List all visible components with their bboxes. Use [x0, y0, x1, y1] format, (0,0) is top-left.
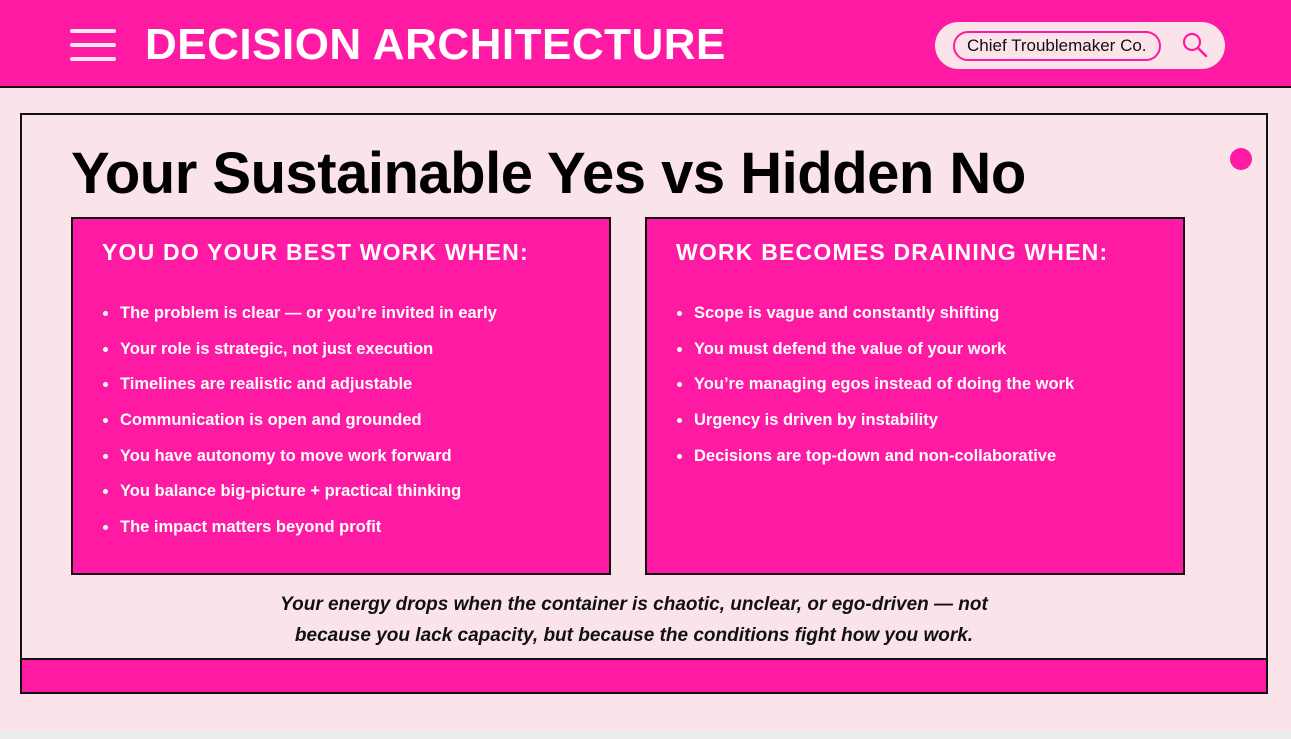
bottom-edge [0, 730, 1291, 739]
best-work-card [71, 217, 611, 575]
list-item: Scope is vague and constantly shifting [676, 303, 1074, 339]
card-heading: YOU DO YOUR BEST WORK WHEN: [102, 239, 529, 265]
list-item: You have autonomy to move work forward [102, 446, 497, 482]
footnote-line: because you lack capacity, but because the conditions fight how you work. [294, 625, 974, 646]
content-panel [20, 113, 1268, 694]
search-icon[interactable] [1181, 31, 1209, 59]
app-title: DECISION ARCHITECTURE [145, 20, 726, 69]
list-item: You must defend the value of your work [676, 339, 1074, 375]
footer-strip [22, 658, 1266, 692]
card-heading: WORK BECOMES DRAINING WHEN: [676, 239, 1109, 265]
list-item: You balance big-picture + practical thinking [102, 481, 497, 517]
list-item: The impact matters beyond profit [102, 517, 497, 553]
top-bar [0, 0, 1291, 88]
footnote [22, 589, 1246, 651]
list-item: Timelines are realistic and adjustable [102, 374, 497, 410]
draining-card [645, 217, 1185, 575]
draining-list [676, 303, 1074, 481]
list-item: Decisions are top-down and non-collaborative [676, 446, 1074, 482]
hamburger-menu-icon[interactable] [70, 27, 118, 63]
footnote-line: Your energy drops when the container is chaotic, unclear, or ego-driven — not [280, 594, 988, 615]
list-item: The problem is clear — or you’re invited in early [102, 303, 497, 339]
list-item: Communication is open and grounded [102, 410, 497, 446]
search-chip[interactable]: Chief Troublemaker Co. [953, 31, 1161, 61]
list-item: Your role is strategic, not just execution [102, 339, 497, 375]
list-item: You’re managing egos instead of doing the work [676, 374, 1074, 410]
page-title: Your Sustainable Yes vs Hidden No [71, 141, 1026, 206]
list-item: Urgency is driven by instability [676, 410, 1074, 446]
best-work-list [102, 303, 497, 553]
search-bar[interactable] [935, 22, 1225, 69]
status-dot [1230, 148, 1252, 170]
